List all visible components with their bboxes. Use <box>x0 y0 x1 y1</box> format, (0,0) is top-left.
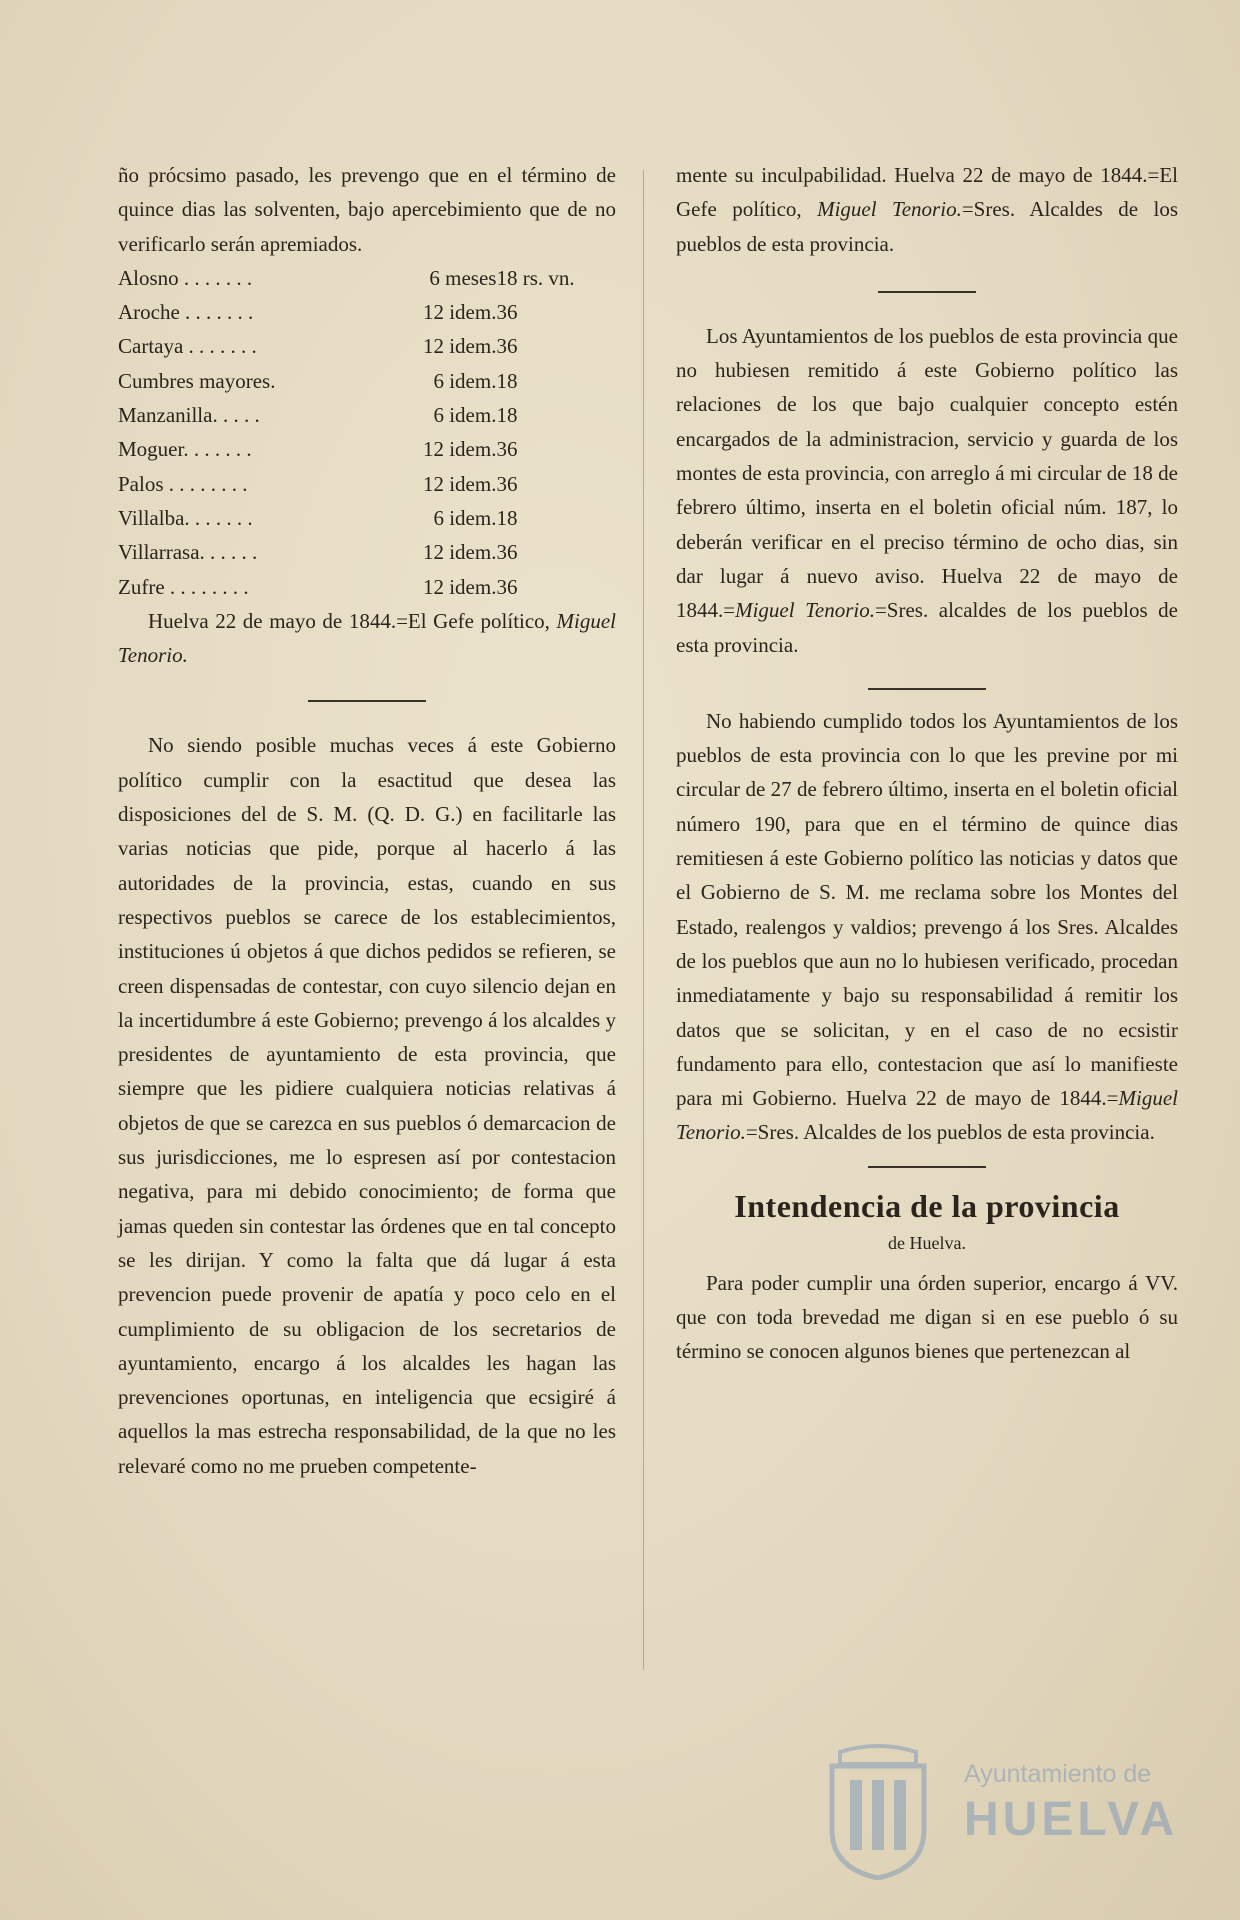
continuation-tail: =Sres. Alcaldes de los pueblos de esta provincia. <box>676 197 1179 256</box>
debt-duration: 12 idem. <box>422 300 497 325</box>
debt-town: Cartaya . . . . . . . <box>118 334 257 359</box>
section-subtitle: de Huelva. <box>888 1232 966 1253</box>
continuation-signature: Miguel Tenorio. <box>817 197 962 222</box>
left-column <box>118 158 616 1483</box>
debts-table <box>118 261 616 604</box>
column-divider <box>643 170 644 1670</box>
montes-signature: Miguel Tenorio. <box>735 598 875 623</box>
separator-rule <box>868 688 986 690</box>
estado-tail: =Sres. Alcaldes de los pueblos de esta provincia. <box>745 1120 1155 1145</box>
debt-town: Manzanilla. . . . . <box>118 403 260 428</box>
watermark-logo <box>826 1740 1186 1890</box>
debt-town: Alosno . . . . . . . <box>118 265 253 290</box>
separator-rule <box>868 1166 986 1168</box>
watermark-line2: HUELVA <box>964 1793 1179 1846</box>
debt-amount: 36 <box>496 334 518 359</box>
debt-row <box>118 570 616 604</box>
debt-amount: 36 <box>496 471 518 496</box>
watermark-line1: Ayuntamiento de <box>964 1760 1152 1788</box>
debt-town: Villarrasa. . . . . . <box>118 540 258 565</box>
continuation-paragraph <box>676 158 1178 261</box>
debt-town: Moguer. . . . . . . <box>118 437 252 462</box>
right-column <box>676 158 1178 1369</box>
debt-duration: 12 idem. <box>422 574 497 599</box>
separator-rule <box>878 291 976 293</box>
debt-duration: 6 idem. <box>433 505 497 530</box>
estado-text: No habiendo cumplido todos los Ayuntamientos de los pueblos de esta provincia con lo que les previne por mi circular de 27 de febrero último, inserta en el boletin oficial número 190, para que en el término de quince dias remitiesen á este Gobierno político las noticias y datos que el Gobierno de S. M. me reclama sobre los Montes del Estado, realengos y valdios; prevengo á los Sres. Alcaldes de los pueblos que aun no lo hubiesen verificado, procedan inmediatamente y bajo su responsabilidad á remitir los datos que se solicitan, y en el caso de no ecsistir fundamento para ello, contestacion que así lo manifieste para mi Gobierno. Huelva 22 de mayo de 1844.= <box>676 708 1178 1111</box>
debt-row <box>118 501 616 535</box>
bienes-paragraph: Para poder cumplir una órden superior, encargo á VV. que con toda brevedad me digan si en ese pueblo ó su término se conocen algunos bienes que pertenezcan al <box>676 1270 1178 1364</box>
city-shield-icon <box>826 1744 930 1880</box>
noticias-paragraph: No siendo posible muchas veces á este Gobierno político cumplir con la esactitud que desea las disposiciones del de S. M. (Q. D. G.) en facilitarle las varias noticias que pide, porque al hacerlo á las autoridades de la provincia, estas, cuando en sus respectivos pueblos se carece de los establecimientos, instituciones ú objetos á que dichos pedidos se refieren, se creen dispensadas de contestar, con cuyo silencio dejan en la incertidumbre á este Gobierno; prevengo á los alcaldes y presidentes de ayuntamiento de esta provincia, que siempre que les pidiere cualquiera noticias relativas á objetos de que se carezca en sus pueblos ó demarcacion de sus jurisdicciones, me lo espresen así por contestacion negativa, para mi debido conocimiento; de forma que jamas queden sin contestar las órdenes que en tal concepto se les dirijan. Y como la falta que dá lugar á esta prevencion puede provenir de apatía y poco celo en el cumplimiento de su obligacion de los secretarios de ayuntamiento, encargo á los alcaldes les hagan las prevenciones oportunas, en inteligencia que ecsigiré á aquellos la mas estrecha responsabilidad, de la que no les relevaré como no me prueben competente- <box>118 733 616 1478</box>
debt-town: Aroche . . . . . . . <box>118 300 254 325</box>
debt-row <box>118 467 616 501</box>
debts-closing <box>118 604 616 673</box>
debt-duration: 12 idem. <box>422 437 497 462</box>
montes-paragraph <box>676 319 1178 662</box>
debt-amount: 36 <box>496 574 518 599</box>
debt-amount: 36 <box>496 540 518 565</box>
debt-duration: 12 idem. <box>422 334 497 359</box>
debt-row <box>118 261 616 295</box>
section-title: Intendencia de la provincia <box>734 1187 1120 1224</box>
debt-amount: 36 <box>496 300 518 325</box>
debt-duration: 6 idem. <box>433 403 497 428</box>
debt-row <box>118 364 616 398</box>
debt-duration: 12 idem. <box>422 540 497 565</box>
debt-amount: 18 rs. vn. <box>496 265 575 290</box>
estado-paragraph <box>676 704 1178 1150</box>
debt-amount: 18 <box>496 403 518 428</box>
debt-amount: 36 <box>496 437 518 462</box>
debt-row <box>118 295 616 329</box>
debt-town: Cumbres mayores. <box>118 368 276 393</box>
debt-town: Zufre . . . . . . . . <box>118 574 249 599</box>
debt-amount: 18 <box>496 368 518 393</box>
debt-row <box>118 535 616 569</box>
debt-row <box>118 329 616 363</box>
debt-duration: 6 idem. <box>433 368 497 393</box>
continuation-text: mente su inculpabilidad. Huelva 22 de mayo de 1844.=El Gefe político, <box>676 163 1178 222</box>
intro-paragraph: ño prócsimo pasado, les prevengo que en el término de quince dias las solventen, bajo apercebimiento que de no verificarlo serán apremiados. <box>118 163 616 256</box>
montes-text: Los Ayuntamientos de los pueblos de esta provincia que no hubiesen remitido á este Gobierno político las relaciones de los que bajo cualquier concepto estén encargados de la administracion, servicio y guarda de los montes de esta provincia, con arreglo á mi circular de 18 de febrero último, inserta en el boletin oficial núm. 187, lo deberán verificar en el preciso término de ocho dias, sin dar lugar á nuevo aviso. Huelva 22 de mayo de 1844.= <box>676 323 1178 623</box>
debts-closing-text: Huelva 22 de mayo de 1844.=El Gefe político, <box>148 608 557 633</box>
debt-town: Palos . . . . . . . . <box>118 471 248 496</box>
debt-amount: 18 <box>496 505 518 530</box>
debts-closing-signature: Miguel Tenorio. <box>118 608 616 668</box>
debt-duration: 12 idem. <box>422 471 497 496</box>
debt-row <box>118 432 616 466</box>
montes-tail: =Sres. alcaldes de los pueblos de esta provincia. <box>676 598 1179 657</box>
separator-rule <box>308 700 426 702</box>
debt-town: Villalba. . . . . . . <box>118 505 253 530</box>
debt-row <box>118 398 616 432</box>
debt-duration: 6 meses <box>429 265 497 290</box>
estado-signature: Miguel Tenorio. <box>676 1086 1178 1145</box>
